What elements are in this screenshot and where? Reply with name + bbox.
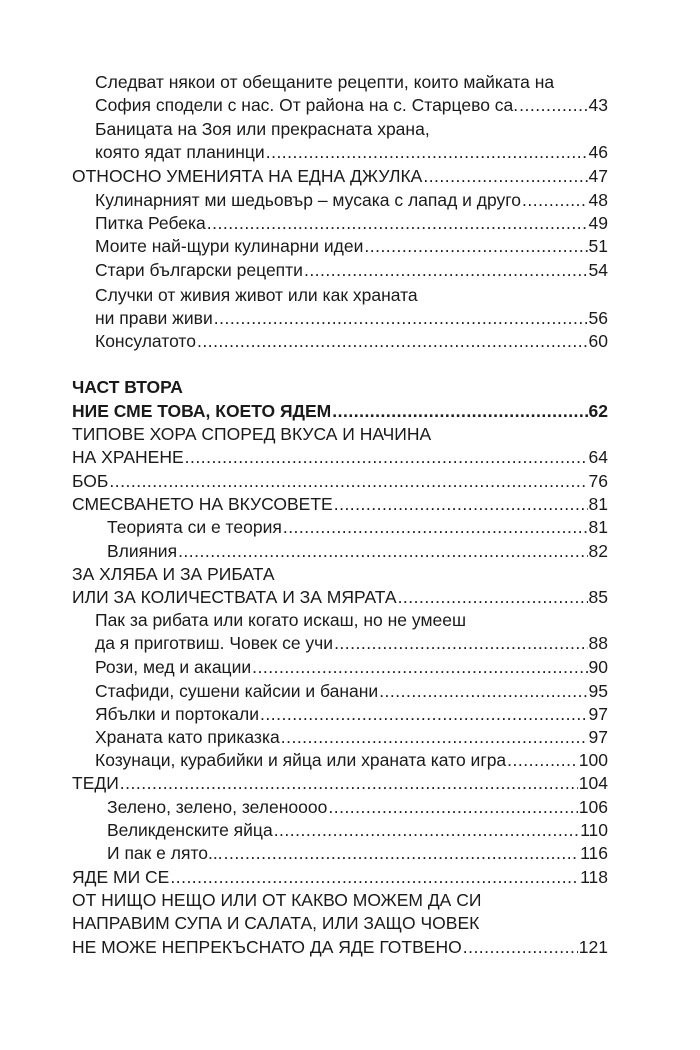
toc-entry-title: Стари български рецепти: [95, 260, 303, 280]
toc-entry-row: [95, 656, 608, 679]
dot-leader: [398, 586, 588, 609]
toc-page-number: 110: [580, 820, 608, 840]
toc-entry: [72, 165, 608, 188]
toc-entry-title-line: Баницата на Зоя или прекрасната храна,: [95, 119, 430, 139]
toc-page-number: 97: [588, 704, 608, 724]
toc-entry-title-line: ОТ НИЩО НЕЩО ИЛИ ОТ КАКВО МОЖЕМ ДА СИ: [72, 890, 482, 910]
toc-entry: [95, 749, 608, 772]
toc-entry: [95, 212, 608, 235]
toc-entry: [72, 493, 608, 516]
dot-leader: [283, 516, 588, 539]
toc-page-number: 48: [588, 190, 608, 210]
toc-entry: [107, 842, 608, 865]
toc-entry: [107, 796, 608, 819]
dot-leader: [507, 749, 578, 772]
part-title: ЧАСТ ВТОРА: [72, 377, 183, 397]
dot-leader: [185, 446, 588, 469]
toc-page-number: 60: [588, 331, 608, 351]
toc-page-number: 85: [588, 587, 608, 608]
dot-leader: [328, 796, 577, 819]
toc-entry: [107, 819, 608, 842]
toc-entry-title: да я приготвиш. Човек се учи: [95, 633, 334, 654]
toc-page-number: 51: [588, 236, 608, 256]
toc-page-number: 54: [588, 260, 608, 280]
toc-entry: [72, 772, 608, 795]
toc-entry: [95, 235, 608, 258]
toc-entry-title: ЯДЕ МИ СЕ: [72, 867, 170, 887]
toc-page-number: 49: [588, 213, 608, 233]
toc-entry: [72, 400, 608, 423]
dot-leader: [197, 330, 588, 353]
toc-entry: [72, 866, 608, 889]
dot-leader: [109, 470, 587, 493]
dot-leader: [519, 94, 587, 117]
toc-page-number: 95: [588, 681, 608, 701]
toc-entry: [107, 540, 608, 563]
toc-entry-title: ОТНОСНО УМЕНИЯТА НА ЕДНА ДЖУЛКА: [72, 166, 423, 186]
toc-entry-title: София сподели с нас. От района на с. Старцево са.: [95, 95, 519, 116]
toc-entry-title-line: НАПРАВИМ СУПА И САЛАТА, ИЛИ ЗАЩО ЧОВЕК: [72, 913, 480, 934]
toc-entry-row: [95, 330, 608, 353]
toc-page-number: 43: [588, 95, 608, 116]
toc-entry-row: [95, 307, 608, 330]
toc-page-number: 118: [580, 867, 608, 887]
toc-entry: [72, 563, 608, 610]
toc-entry: [95, 189, 608, 212]
toc-entry: [95, 259, 608, 282]
toc-entry-row: [72, 772, 608, 795]
dot-leader: [463, 936, 578, 959]
toc-entry-row: [72, 470, 608, 493]
toc-entry: [95, 726, 608, 749]
toc-entry-title-line: ЗА ХЛЯБА И ЗА РИБАТА: [72, 564, 275, 584]
toc-entry-row: [72, 936, 608, 959]
toc-entry: [95, 284, 608, 331]
toc-page-number: 76: [588, 471, 608, 491]
toc-page-number: 90: [588, 657, 608, 677]
toc-entry: [72, 889, 608, 959]
toc-page-number: 97: [588, 727, 608, 747]
toc-entry-row: [95, 703, 608, 726]
toc-entry: [95, 118, 608, 165]
toc-entry-row: [95, 749, 608, 772]
toc-entry-title: Моите най-щури кулинарни идеи: [95, 236, 364, 256]
toc-entry-title: Козунаци, курабийки и яйца или храната като игра: [95, 750, 507, 770]
dot-leader: [224, 842, 580, 865]
toc-entry-row: [107, 842, 608, 865]
toc-entry-row: [107, 819, 608, 842]
dot-leader: [281, 726, 588, 749]
toc-entry-title-line: ТИПОВЕ ХОРА СПОРЕД ВКУСА И НАЧИНА: [72, 424, 432, 444]
dot-leader: [214, 307, 588, 330]
toc-entry-title: която ядат планинци: [95, 142, 265, 163]
dot-leader: [178, 540, 587, 563]
toc-entry: [72, 470, 608, 493]
toc-entry-title: Ябълки и портокали: [95, 704, 260, 724]
dot-leader: [266, 141, 588, 164]
toc-entry: [95, 656, 608, 679]
toc-entry-row: [95, 189, 608, 212]
toc-entry-title-line: Случки от живия живот или как храната: [95, 285, 418, 305]
toc-entry: [95, 71, 608, 118]
dot-leader: [332, 400, 587, 423]
dot-leader: [334, 632, 587, 655]
toc-page-number: 81: [588, 517, 608, 537]
toc-page-number: 46: [588, 142, 608, 163]
toc-entry-row: [95, 680, 608, 703]
dot-leader: [260, 703, 588, 726]
toc-page-number: 47: [588, 166, 608, 186]
toc-page-number: 81: [588, 494, 608, 514]
dot-leader: [304, 259, 588, 282]
toc-page-number: 56: [588, 308, 608, 329]
toc-entry-title: Теорията си е теория: [107, 517, 282, 537]
toc-entry-row: [72, 586, 608, 609]
toc-page-number: 88: [588, 633, 608, 654]
toc-page-number: 100: [578, 750, 608, 770]
toc-entry-row: [95, 259, 608, 282]
toc-entry-title: Рози, мед и акации: [95, 657, 252, 677]
toc-entry-title-line: Пак за рибата или когато искаш, но не умееш: [95, 610, 466, 630]
toc-entry-title-line: Следват някои от обещаните рецепти, които майката на: [95, 72, 555, 92]
toc-entry-title: СМЕСВАНЕТО НА ВКУСОВЕТЕ: [72, 494, 333, 514]
dot-leader: [120, 772, 578, 795]
toc-entry-row: [107, 516, 608, 539]
dot-leader: [170, 866, 579, 889]
toc-entry-row: [107, 796, 608, 819]
toc-entry: [95, 680, 608, 703]
toc-entry-title: НА ХРАНЕНЕ: [72, 447, 184, 468]
toc-entry-title: Зелено, зелено, зеленоооо: [107, 797, 328, 817]
dot-leader: [252, 656, 587, 679]
dot-leader: [379, 680, 587, 703]
toc-entry-title: НЕ МОЖЕ НЕПРЕКЪСНАТО ДА ЯДЕ ГОТВЕНО: [72, 936, 462, 957]
dot-leader: [334, 493, 588, 516]
toc-entry-row: [95, 726, 608, 749]
toc-entry-row: [72, 866, 608, 889]
toc-entry-row: [72, 446, 608, 469]
toc-entry-row: [95, 212, 608, 235]
toc-page-number: 106: [578, 797, 608, 817]
dot-leader: [207, 212, 588, 235]
toc-entry-title: И пак е лято...: [107, 843, 223, 863]
toc-entry-row: [72, 493, 608, 516]
toc-page-number: 64: [588, 447, 608, 468]
toc-entry-title: Храната като приказка: [95, 727, 280, 747]
toc-entry-row: [95, 235, 608, 258]
toc-entry-title: Стафиди, сушени кайсии и банани: [95, 681, 379, 701]
toc-page-number: 121: [578, 936, 608, 957]
toc-entry: [72, 423, 608, 470]
dot-leader: [364, 235, 587, 258]
toc-entry-title: Великденските яйца: [107, 820, 273, 840]
toc-entry: [107, 516, 608, 539]
toc-entry-row: [72, 165, 608, 188]
toc-entry: [95, 703, 608, 726]
toc-entry-row: [72, 400, 608, 423]
toc-entry-title: Влияния: [107, 541, 178, 561]
toc-entry-row: [95, 94, 608, 117]
toc-entry-title: Консулатото: [95, 331, 196, 351]
toc-entry-title: ТЕДИ: [72, 773, 119, 793]
dot-leader: [274, 819, 579, 842]
toc-entry-title: БОБ: [72, 471, 109, 491]
toc-entry: [95, 609, 608, 656]
toc-entry-title: Кулинарният ми шедьовър – мусака с лапад и друго: [95, 190, 522, 210]
toc-page-number: 62: [588, 401, 608, 421]
toc-entry-row: [107, 540, 608, 563]
toc-page-number: 82: [588, 541, 608, 561]
toc-page-number: 116: [580, 843, 608, 863]
toc-entry-title: Питка Ребека: [95, 213, 206, 233]
toc-page-number: 104: [578, 773, 608, 793]
dot-leader: [423, 165, 587, 188]
toc-entry: [95, 330, 608, 353]
toc-entry-row: [95, 632, 608, 655]
toc-entry-title: НИЕ СМЕ ТОВА, КОЕТО ЯДЕМ: [72, 401, 332, 421]
toc-entry-title: ИЛИ ЗА КОЛИЧЕСТВАТА И ЗА МЯРАТА: [72, 587, 397, 608]
dot-leader: [522, 189, 587, 212]
toc-entry-row: [95, 141, 608, 164]
toc-entry-title: ни прави живи: [95, 308, 213, 329]
